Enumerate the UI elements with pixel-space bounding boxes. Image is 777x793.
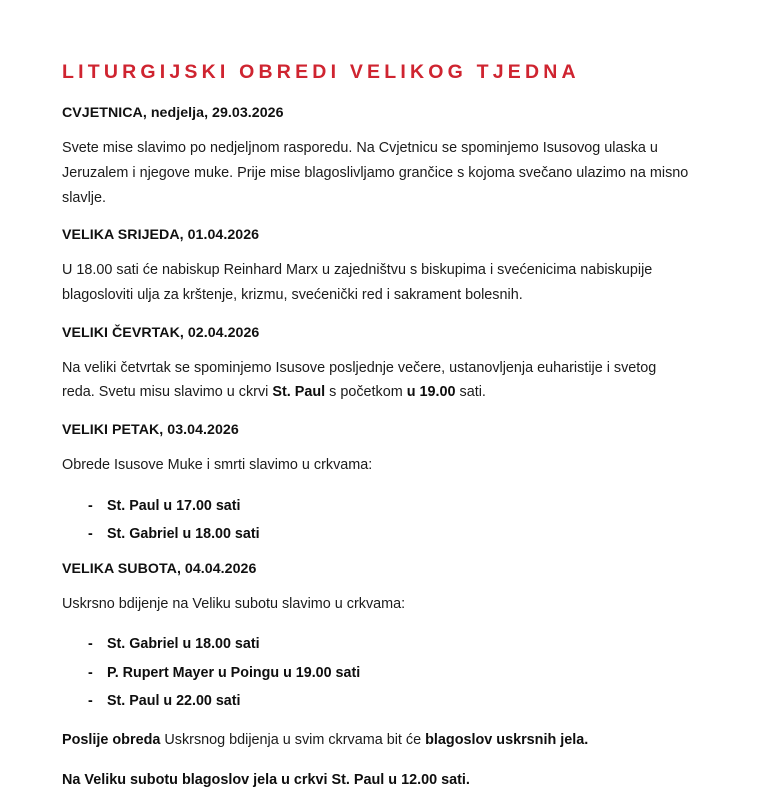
text-run-bold: Poslije obreda [62,731,161,748]
section-paragraph [62,258,691,308]
section-paragraph [62,356,691,406]
text-run-bold: blagoslov uskrsnih jela. [425,731,589,748]
text-run-bold: Na Veliku subotu blagoslov jela u crkvi St. Paul u 12.00 sati. [62,772,470,789]
list-item-label: St. Gabriel u 18.00 sati [107,525,260,542]
list-item [62,662,691,685]
section-heading: VELIKA SUBOTA, 04.04.2026 [62,560,257,577]
dash-bullet-icon: - [88,525,93,542]
text-run: s početkom [325,384,407,401]
list-item-label: P. Rupert Mayer u Poingu u 19.00 sati [107,664,361,681]
list-item-label: St. Gabriel u 18.00 sati [107,636,260,653]
page-title: LITURGIJSKI OBREDI VELIKOG TJEDNA [62,61,580,83]
sections-container [62,105,691,712]
document-section [62,325,691,405]
text-run: sati. [455,384,486,401]
service-list [62,495,691,546]
document-section [62,422,691,546]
section-heading: VELIKA SRIJEDA, 01.04.2026 [62,227,260,244]
list-item-label: St. Paul u 22.00 sati [107,692,241,709]
document-section [62,227,691,307]
closing-paragraph [62,728,691,752]
closing-container [62,728,691,793]
dash-bullet-icon: - [88,636,93,653]
list-item [62,495,691,518]
text-run-bold: St. Paul [272,384,326,401]
section-paragraph [62,592,691,617]
service-list [62,633,691,712]
dash-bullet-icon: - [88,664,93,681]
list-item [62,690,691,713]
text-run: U 18.00 sati će nabiskup Reinhard Marx u zajedništvu s biskupima i svećenicima nabiskupije blagosloviti ulja za krštenje, krizmu, svećenički red i sakrament bolesnih. [62,262,653,303]
section-heading: VELIKI PETAK, 03.04.2026 [62,422,239,439]
dash-bullet-icon: - [88,692,93,709]
document-section [62,561,691,713]
list-item [62,633,691,656]
section-heading: CVJETNICA, nedjelja, 29.03.2026 [62,105,284,122]
section-heading: VELIKI ČEVRTAK, 02.04.2026 [62,324,260,341]
section-paragraph [62,136,691,210]
text-run: Uskrsno bdijenje na Veliku subotu slavimo u crkvama: [62,595,406,612]
list-item [62,523,691,546]
text-run: Uskrsnog bdijenja u svim ckrvama bit će [160,731,426,748]
document-section [62,105,691,210]
dash-bullet-icon: - [88,497,93,514]
list-item-label: St. Paul u 17.00 sati [107,497,241,514]
text-run: Obrede Isusove Muke i smrti slavimo u crkvama: [62,456,373,473]
text-run: Svete mise slavimo po nedjeljnom rasporedu. Na Cvjetnicu se spominjemo Isusovog ulaska u Jeruzalem i njegove muke. Prije mise blagoslivljamo grančice s kojoma svečano ulazimo na misno slavlje. [62,140,689,206]
text-run: Na veliki četvrtak se spominjemo Isusove posljednje večere, ustanovljenja euharistije i svetog reda. Svetu misu slavimo u ckrvi [62,359,657,401]
section-paragraph [62,453,691,478]
text-run-bold: u 19.00 [406,384,456,401]
closing-paragraph [62,768,691,792]
